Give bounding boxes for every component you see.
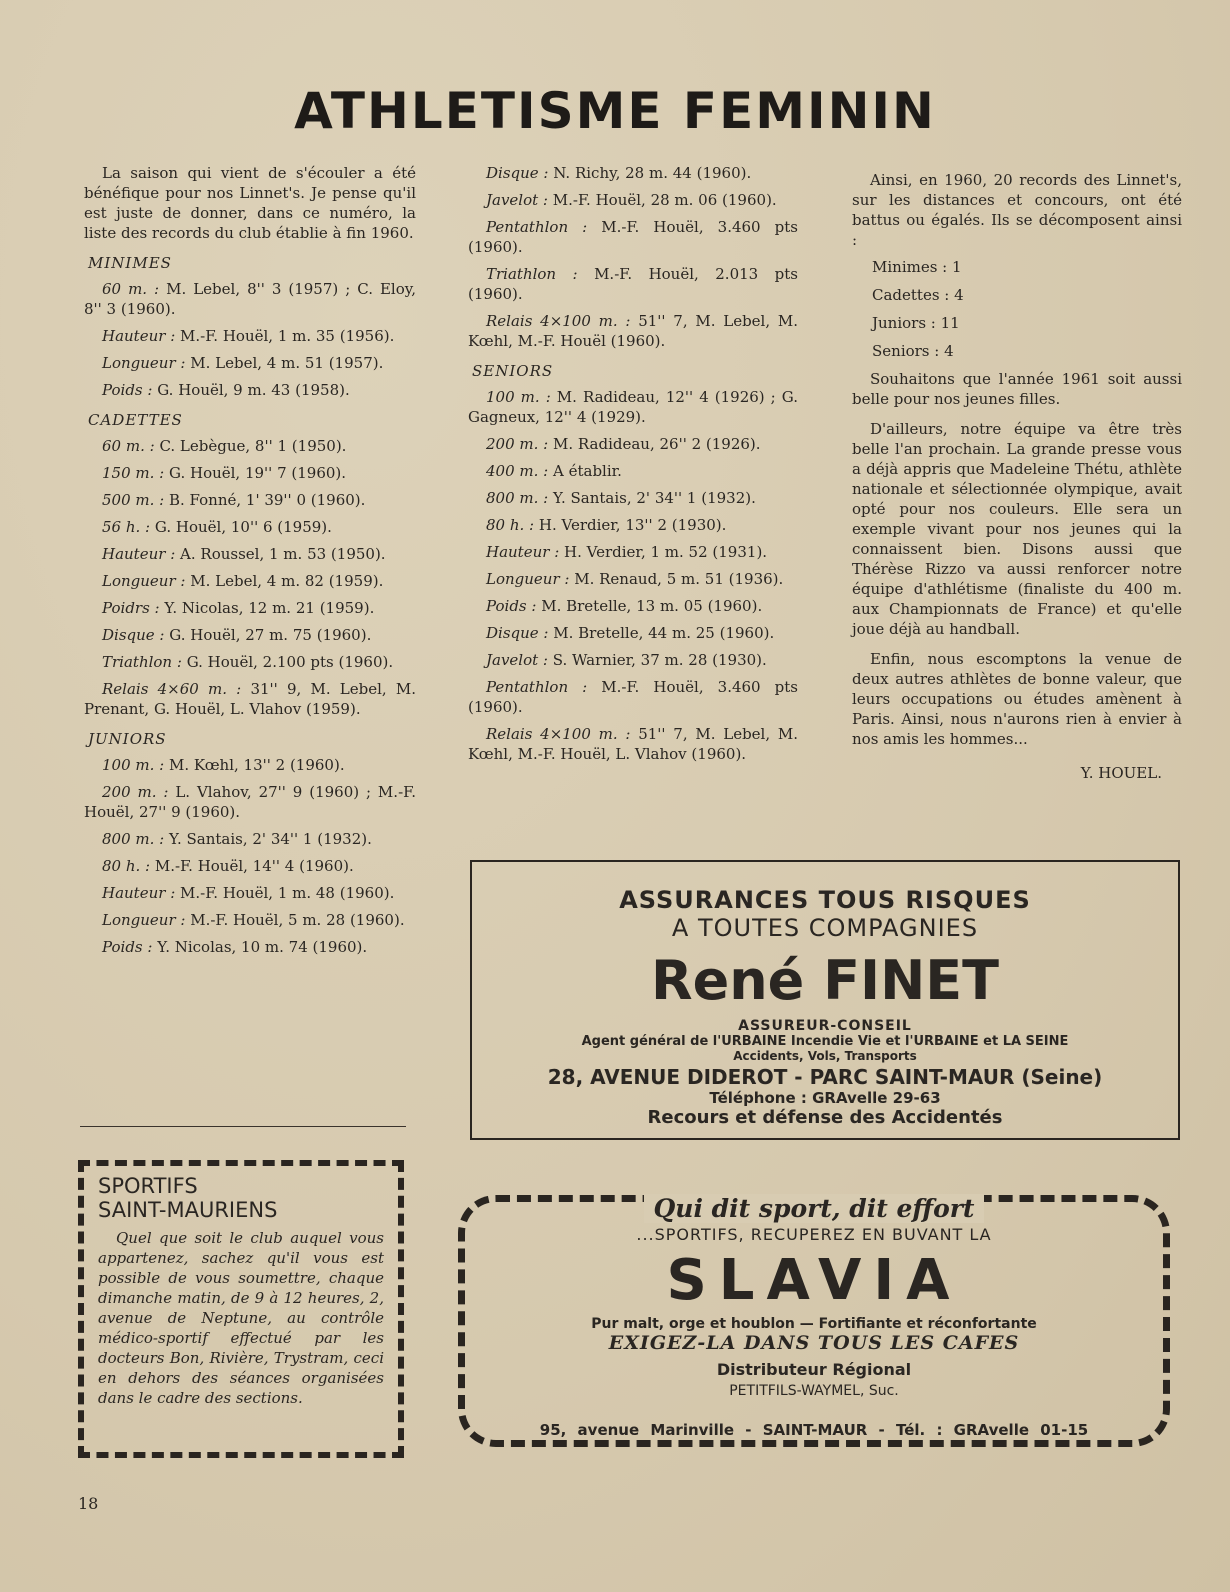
record-text: G. Houël, 19'' 7 (1960). [169,464,347,482]
record-event: 60 m. : [102,437,155,455]
sportifs-title-line1: SPORTIFS [98,1174,198,1198]
record-event: Longueur : [102,572,186,590]
column-3 [852,170,1182,783]
record-entry [468,190,798,210]
record-event: 200 m. : [102,783,169,801]
records-list-2 [468,163,798,351]
sportifs-box [78,1160,404,1458]
record-event: Longueur : [102,354,186,372]
slavia-distributor: Distributeur Régional [716,1360,912,1379]
record-event: 800 m. : [486,489,549,507]
record-entry [468,569,798,589]
record-text: M. Lebel, 4 m. 82 (1959). [190,572,384,590]
record-entry [84,544,416,564]
finet-role: ASSUREUR-CONSEIL [738,1018,912,1034]
column-1 [84,163,416,964]
record-text: 51'' 7, M. Lebel, M. Kœhl, M.-F. Houël, L. Vlahov (1960). [468,725,799,763]
record-event: Longueur : [102,911,186,929]
record-event: Longueur : [486,570,570,588]
record-event: 400 m. : [486,462,549,480]
record-text: M. Bretelle, 44 m. 25 (1960). [553,624,775,642]
record-event: 56 h. : [102,518,151,536]
record-event: Hauteur : [102,545,176,563]
record-text: H. Verdier, 1 m. 52 (1931). [564,543,768,561]
record-entry [84,463,416,483]
record-entry [84,326,416,346]
count-seniors: Seniors : 4 [872,342,954,360]
record-text: M.-F. Houël, 1 m. 35 (1956). [180,327,395,345]
record-entry [468,387,798,427]
record-entry [84,517,416,537]
closing-paragraph: Enfin, nous escomptons la venue de deux autres athlètes de bonne valeur, que leurs occupations ou études amènent à Paris. Ainsi, nous n'aurons rien à envier à nos amis les hommes... [852,650,1182,748]
count-cadettes: Cadettes : 4 [872,286,964,304]
section-heading: CADETTES [88,411,183,429]
record-entry [468,542,798,562]
article-title: ATHLETISME FEMININ [294,82,936,140]
record-entry [468,217,798,257]
signature: Y. HOUEL. [1080,764,1162,782]
record-entry [84,856,416,876]
finet-address: 28, AVENUE DIDEROT - PARC SAINT-MAUR (Seine) [547,1065,1103,1089]
record-entry [468,264,798,304]
record-event: 800 m. : [102,830,165,848]
record-entry [84,679,416,719]
slavia-address: 95, avenue Marinville - SAINT-MAUR - Tél. : GRAvelle 01-15 [539,1421,1089,1439]
record-event: 100 m. : [486,388,551,406]
record-text: M. Lebel, 8'' 3 (1957) ; C. Eloy, 8'' 3 (1960). [84,280,416,318]
finet-name: René FINET [651,949,999,1012]
record-event: 100 m. : [102,756,165,774]
record-event: Pentathlon : [486,218,588,236]
record-text: M. Radideau, 26'' 2 (1926). [553,435,761,453]
record-event: Triathlon : [102,653,182,671]
record-text: G. Houël, 10'' 6 (1959). [154,518,332,536]
divider [80,1126,406,1127]
record-event: Relais 4×60 m. : [102,680,242,698]
record-entry [84,380,416,400]
record-text: M. Kœhl, 13'' 2 (1960). [169,756,345,774]
record-event: Javelot : [486,191,548,209]
record-text: C. Lebègue, 8'' 1 (1950). [159,437,347,455]
slavia-company: PETITFILS-WAYMEL, Suc. [729,1383,899,1399]
record-entry [84,652,416,672]
page-number: 18 [78,1494,99,1513]
record-event: Triathlon : [486,265,578,283]
record-text: H. Verdier, 13'' 2 (1930). [538,516,727,534]
slavia-slogan: Qui dit sport, dit effort [644,1194,985,1223]
record-event: Poids : [486,597,537,615]
wish-paragraph: Souhaitons que l'année 1961 soit aussi belle pour nos jeunes filles. [852,370,1182,408]
column-2 [468,163,798,771]
record-entry [468,163,798,183]
record-event: Pentathlon : [486,678,588,696]
count-juniors: Juniors : 11 [872,314,960,332]
record-text: N. Richy, 28 m. 44 (1960). [553,164,752,182]
record-event: Relais 4×100 m. : [486,312,631,330]
sportifs-title-line2: SAINT-MAURIENS [98,1198,278,1222]
record-entry [84,883,416,903]
finet-advertisement [470,860,1180,1140]
finet-line2: A TOUTES COMPAGNIES [671,914,979,942]
intro-paragraph: La saison qui vient de s'écouler a été bénéfique pour nos Linnet's. Je pense qu'il est juste de donner, dans ce numéro, la liste des records du club établie à fin 1960. [84,164,416,242]
record-text: G. Houël, 9 m. 43 (1958). [157,381,350,399]
record-entry [468,461,798,481]
record-text: M.-F. Houël, 2.013 pts (1960). [468,265,798,303]
record-text: Y. Santais, 2' 34'' 1 (1932). [169,830,372,848]
finet-phone: Téléphone : GRAvelle 29-63 [709,1089,941,1107]
record-text: M.-F. Houël, 3.460 pts (1960). [468,218,798,256]
record-event: 60 m. : [102,280,160,298]
record-text: Y. Santais, 2' 34'' 1 (1932). [553,489,756,507]
record-text: M.-F. Houël, 14'' 4 (1960). [154,857,354,875]
finet-line1: ASSURANCES TOUS RISQUES [619,886,1031,914]
record-entry [468,488,798,508]
record-entry [84,436,416,456]
slavia-sub: ...SPORTIFS, RECUPEREZ EN BUVANT LA [636,1225,992,1244]
record-event: Poidrs : [102,599,160,617]
record-text: M.-F. Houël, 5 m. 28 (1960). [190,911,405,929]
record-text: Y. Nicolas, 10 m. 74 (1960). [157,938,368,956]
record-entry [468,596,798,616]
record-event: Disque : [486,624,549,642]
slavia-demand: EXIGEZ-LA DANS TOUS LES CAFES [608,1332,1020,1354]
record-event: 80 h. : [486,516,535,534]
record-entry [84,353,416,373]
seniors-records [468,361,798,764]
finet-agent: Agent général de l'URBAINE Incendie Vie et l'URBAINE et LA SEINE [581,1034,1069,1049]
record-text: M.-F. Houël, 28 m. 06 (1960). [552,191,777,209]
record-text: G. Houël, 2.100 pts (1960). [186,653,394,671]
record-entry [468,650,798,670]
record-entry [468,677,798,717]
record-event: 500 m. : [102,491,165,509]
records-list-1 [84,253,416,957]
summary-paragraph: Ainsi, en 1960, 20 records des Linnet's, sur les distances et concours, ont été battus ou égalés. Ils se décomposent ainsi : [852,171,1182,249]
record-text: M. Lebel, 4 m. 51 (1957). [190,354,384,372]
record-text: S. Warnier, 37 m. 28 (1930). [552,651,767,669]
record-entry [468,515,798,535]
finet-branches: Accidents, Vols, Transports [733,1049,917,1063]
record-event: Disque : [486,164,549,182]
record-entry [84,910,416,930]
record-entry [468,623,798,643]
record-event: 150 m. : [102,464,165,482]
record-event: Relais 4×100 m. : [486,725,631,743]
record-entry [84,571,416,591]
record-text: G. Houël, 27 m. 75 (1960). [169,626,372,644]
record-text: M. Renaud, 5 m. 51 (1936). [574,570,784,588]
record-text: M. Radideau, 12'' 4 (1926) ; G. Gagneux, 12'' 4 (1929). [468,388,798,426]
record-event: 200 m. : [486,435,549,453]
record-text: 31'' 9, M. Lebel, M. Prenant, G. Houël, L. Vlahov (1959). [84,680,416,718]
section-heading: SENIORS [472,362,554,380]
record-entry [468,311,798,351]
slavia-advertisement [458,1195,1170,1447]
slavia-brand: SLAVIA [666,1248,962,1313]
record-event: Poids : [102,938,153,956]
record-text: M.-F. Houël, 3.460 pts (1960). [468,678,798,716]
record-text: M.-F. Houël, 1 m. 48 (1960). [180,884,395,902]
record-text: A. Roussel, 1 m. 53 (1950). [180,545,386,563]
record-entry [468,434,798,454]
record-entry [84,782,416,822]
slavia-desc: Pur malt, orge et houblon — Fortifiante et réconfortante [591,1316,1037,1332]
team-paragraph: D'ailleurs, notre équipe va être très belle l'an prochain. La grande presse vous a déjà appris que Madeleine Thétu, athlète nationale et sélectionnée olympique, avait opté pour nos couleurs. Elle sera un exemple vivant pour nos jeunes qui la connaissent bien. Disons aussi que Thérèse Rizzo va aussi renforcer notre équipe d'athlétisme (finaliste du 400 m. aux Championnats de France) et qu'elle joue déjà au handball. [852,420,1182,638]
record-event: Hauteur : [486,543,560,561]
record-event: Hauteur : [102,884,176,902]
record-text: 51'' 7, M. Lebel, M. Kœhl, M.-F. Houël (1960). [468,312,799,350]
sportifs-title [98,1174,384,1222]
finet-footer: Recours et défense des Accidentés [647,1107,1003,1128]
record-text: Y. Nicolas, 12 m. 21 (1959). [164,599,375,617]
record-entry [84,755,416,775]
record-text: L. Vlahov, 27'' 9 (1960) ; M.-F. Houël, 27'' 9 (1960). [84,783,416,821]
section-heading: MINIMES [88,254,172,272]
record-entry [84,937,416,957]
record-entry [468,724,798,764]
record-text: A établir. [553,462,622,480]
record-entry [84,625,416,645]
record-entry [84,279,416,319]
record-event: Javelot : [486,651,548,669]
record-text: M. Bretelle, 13 m. 05 (1960). [541,597,763,615]
record-event: Disque : [102,626,165,644]
record-event: 80 h. : [102,857,151,875]
section-heading: JUNIORS [88,730,167,748]
record-entry [84,829,416,849]
record-entry [84,490,416,510]
sportifs-text: Quel que soit le club auquel vous appartenez, sachez qu'il vous est possible de vous soumettre, chaque dimanche matin, de 9 à 12 heures, 2, avenue de Neptune, au contrôle médico-sportif effectué par les docteurs Bon, Rivière, Trystram, ceci en dehors des séances organisées dans le cadre des sections. [98,1229,384,1407]
record-event: Hauteur : [102,327,176,345]
count-minimes: Minimes : 1 [872,258,962,276]
record-entry [84,598,416,618]
record-text: B. Fonné, 1' 39'' 0 (1960). [169,491,366,509]
record-event: Poids : [102,381,153,399]
